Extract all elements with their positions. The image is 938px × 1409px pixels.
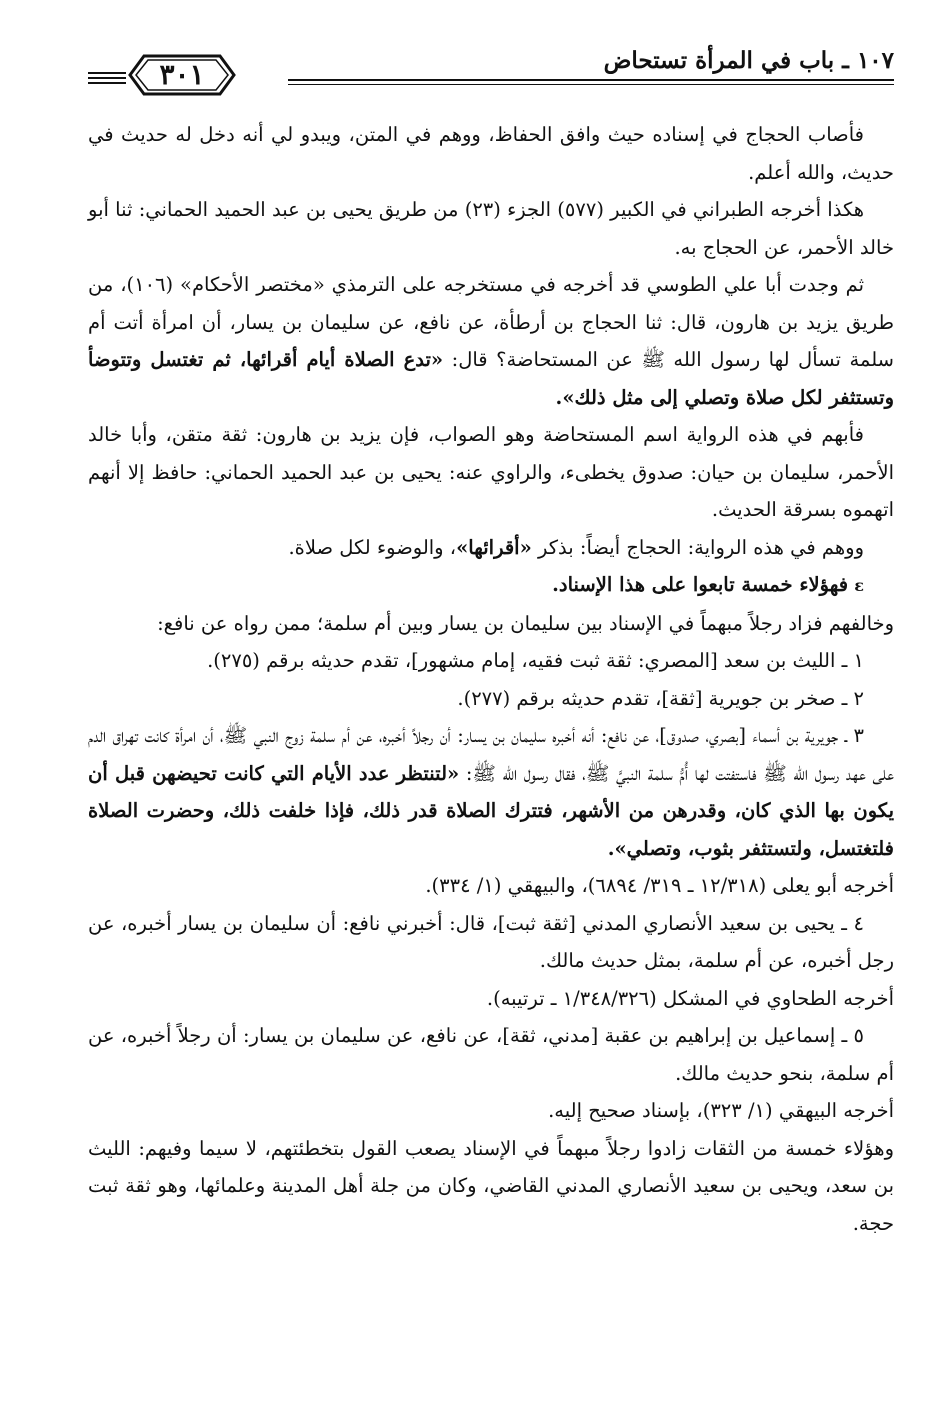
list-item-text: ٣ ـ جويرية بن أسماء [بصري، صدوق]، عن نافع: أنه أخبره سليمان بن يسار: أن رجلاً أخبره، عن أم سلمة زوج النبي ﷺ، أن امرأة كانت تهراق الدم على عهد رسول الله ﷺ فاستفتت لها أُمُّ سلمة النبيَّ ﷺ، فقال رسول الله ﷺ:: [88, 724, 895, 785]
paragraph-text: ثم وجدت أبا علي الطوسي قد أخرجه في مستخرجه على الترمذي «مختصر الأحكام» (١٠٦)، من طريق يزيد بن هارون، قال: ثنا الحجاج بن أرطأة، عن نافع، عن سليمان بن يسار، أن امرأة أتت أم سلمة تسأل لها رسول الله ﷺ عن المستحاضة؟ قال:: [88, 273, 894, 371]
paragraph: [88, 529, 894, 567]
takhrij-note: أخرجه الطحاوي في المشكل (١/٣٤٨/٣٢٦ ـ ترتيبه).: [486, 986, 894, 1010]
list-item: ٥ ـ إسماعيل بن إبراهيم بن عقبة [مدني، ثقة]، عن نافع، عن سليمان بن يسار: أن رجلاً أخبره، عن أم سلمة، بنحو حديث مالك.: [88, 1024, 894, 1085]
bullet-icon: ε: [854, 576, 864, 595]
hadith-quote: «لتنتظر عدد الأيام التي كانت تحيضهن قبل أن يكون بها الذي كان، وقدرهن من الأشهر، فتترك الصلاة قدر ذلك، فإذا خلفت ذلك، وحضرت الصلاة فلتغتسل، ولتستثفر بثوب، وتصلي».: [88, 761, 894, 860]
hadith-quote: «تدع الصلاة أيام أقرائها، ثم تغتسل وتتوضأ وتستثفر لكل صلاة وتصلي إلى مثل ذلك».: [88, 348, 894, 409]
header-rule: [288, 79, 894, 81]
paragraph: [88, 266, 894, 416]
paragraph-text: ووهم في هذه الرواية: الحجاج أيضاً: بذكر: [531, 535, 864, 559]
list-item: ١ ـ الليث بن سعد [المصري: ثقة ثبت فقيه، إمام مشهور]، تقدم حديثه برقم (٢٧٥).: [207, 649, 864, 672]
header-ornament-line: [88, 77, 126, 79]
header-rule-thin: [288, 84, 894, 85]
bold-term: «أقرائها»: [456, 535, 532, 559]
chapter-title: ١٠٧ ـ باب في المرأة تستحاض: [603, 47, 894, 74]
paragraph: وهؤلاء خمسة من الثقات زادوا رجلاً مبهماً في الإسناد يصعب القول بتخطئتهم، لا سيما وفيهم: الليث بن سعد، ويحيى بن سعيد الأنصاري المدني القاضي، وكان من جلة أهل المدينة وعلمائها، وهو ثقة ثبت حجة.: [88, 1136, 894, 1235]
list-item: ٢ ـ صخر بن جويرية [ثقة]، تقدم حديثه برقم (٢٧٧).: [457, 686, 864, 710]
page-number-frame: [126, 52, 238, 98]
page-content: [88, 116, 894, 1356]
page-header: [88, 46, 894, 98]
list-item: ٤ ـ يحيى بن سعيد الأنصاري المدني [ثقة ثبت]، قال: أخبرني نافع: أن سليمان بن يسار أخبره، عن رجل أخبره، عن أم سلمة، بمثل حديث مالك.: [88, 911, 894, 972]
takhrij-note: أخرجه أبو يعلى (١٢/٣١٨ ـ ٣١٩/ ٦٨٩٤)، والبيهقي (١/ ٣٣٤).: [425, 874, 894, 897]
paragraph-text: ، والوضوء لكل صلاة.: [288, 535, 457, 559]
paragraph: فأصاب الحجاج في إسناده حيث وافق الحفاظ، ووهم في المتن، ويبدو لي أنه دخل له حديث في حديث، والله أعلم.: [88, 123, 894, 184]
takhrij-note: أخرجه البيهقي (١/ ٣٢٣)، بإسناد صحيح إليه.: [548, 1099, 894, 1122]
page-number: ٣٠١: [159, 58, 205, 91]
paragraph: فأبهم في هذه الرواية اسم المستحاضة وهو الصواب، فإن يزيد بن هارون: ثقة متقن، وأبا خالد الأحمر، سليمان بن حيان: صدوق يخطىء، والراوي عنه: يحيى بن عبد الحميد الحماني: حافظ إلا أنهم اتهموه بسرقة الحديث.: [88, 423, 894, 521]
section-heading: [88, 566, 894, 605]
section-heading-text: فهؤلاء خمسة تابعوا على هذا الإسناد.: [552, 573, 849, 596]
paragraph: وخالفهم فزاد رجلاً مبهماً في الإسناد بين سليمان بن يسار وبين أم سلمة؛ ممن رواه عن نافع:: [157, 611, 894, 635]
list-item: [88, 717, 894, 867]
header-ornament-line: [88, 82, 126, 84]
paragraph: هكذا أخرجه الطبراني في الكبير (٥٧٧) الجزء (٢٣) من طريق يحيى بن عبد الحميد الحماني: ثنا أبو خالد الأحمر، عن الحجاج به.: [88, 198, 894, 259]
header-ornament-line: [88, 72, 126, 74]
